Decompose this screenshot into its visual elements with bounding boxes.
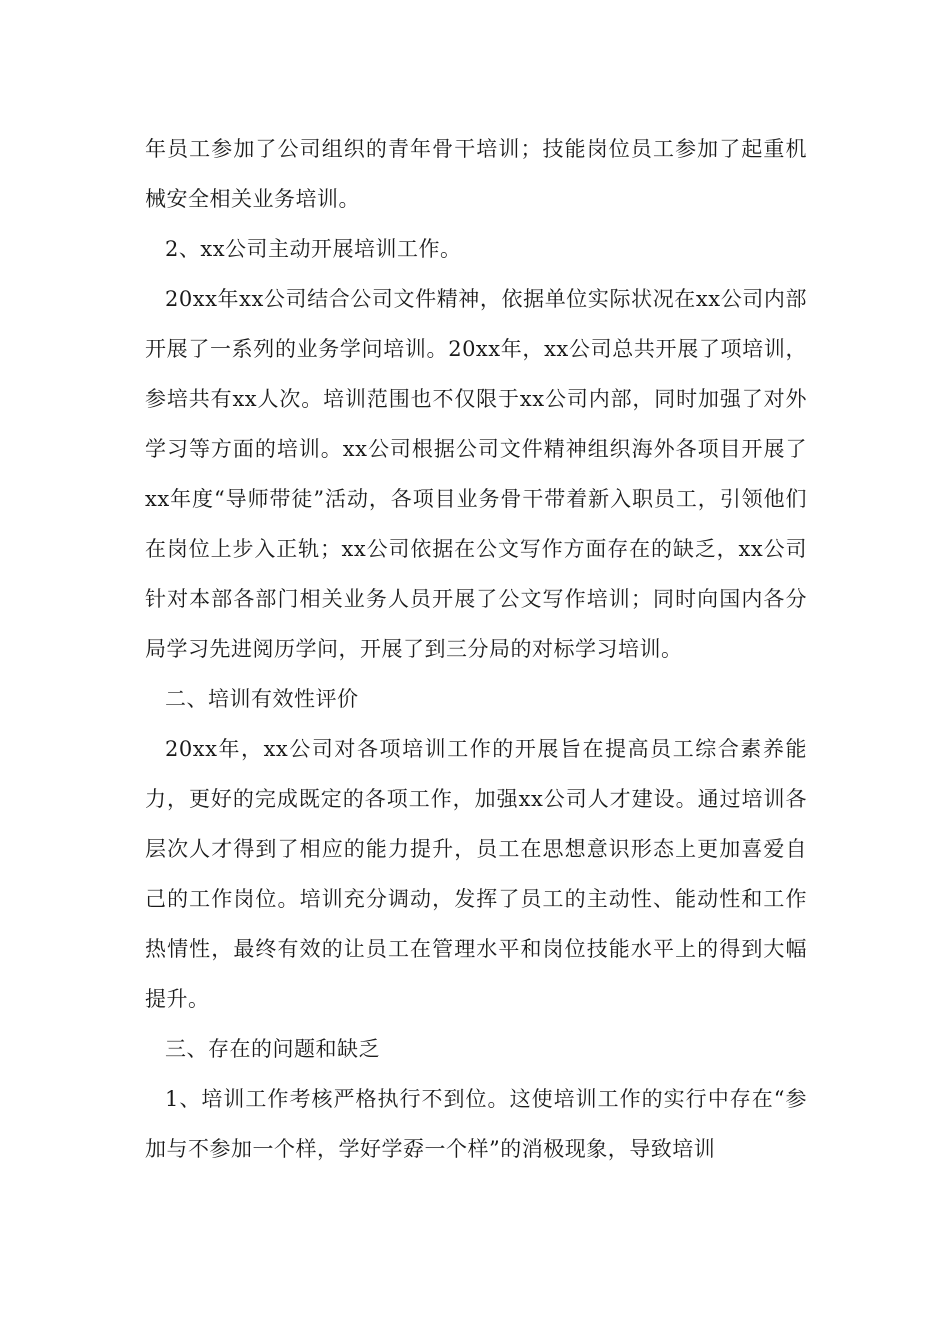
paragraph-item-2: 2、xx公司主动开展培训工作。 <box>165 237 462 261</box>
paragraph-section-3-item-1: 1、培训工作考核严格执行不到位。这使培训工作的实行中存在“参加与不参加一个样，学好学孬一个样”的消极现象，导致培训 <box>145 1087 807 1161</box>
document-body <box>145 124 807 1174</box>
paragraph-continuation: 年员工参加了公司组织的青年骨干培训；技能岗位员工参加了起重机械安全相关业务培训。 <box>145 137 807 211</box>
section-heading-2: 二、培训有效性评价 <box>165 687 359 711</box>
paragraph-item-2-body: 20xx年xx公司结合公司文件精神，依据单位实际状况在xx公司内部开展了一系列的业务学问培训。20xx年，xx公司总共开展了项培训，参培共有xx人次。培训范围也不仅限于xx公司内部，同时加强了对外学习等方面的培训。xx公司根据公司文件精神组织海外各项目开展了xx年度“导师带徒”活动，各项目业务骨干带着新入职员工，引领他们在岗位上步入正轨；xx公司依据在公文写作方面存在的缺乏，xx公司针对本部各部门相关业务人员开展了公文写作培训；同时向国内各分局学习先进阅历学问，开展了到三分局的对标学习培训。 <box>145 287 807 661</box>
paragraph-section-2-body: 20xx年，xx公司对各项培训工作的开展旨在提高员工综合素养能力，更好的完成既定的各项工作，加强xx公司人才建设。通过培训各层次人才得到了相应的能力提升，员工在思想意识形态上更加喜爱自己的工作岗位。培训充分调动，发挥了员工的主动性、能动性和工作热情性，最终有效的让员工在管理水平和岗位技能水平上的得到大幅提升。 <box>145 737 807 1011</box>
section-heading-3: 三、存在的问题和缺乏 <box>165 1037 380 1061</box>
